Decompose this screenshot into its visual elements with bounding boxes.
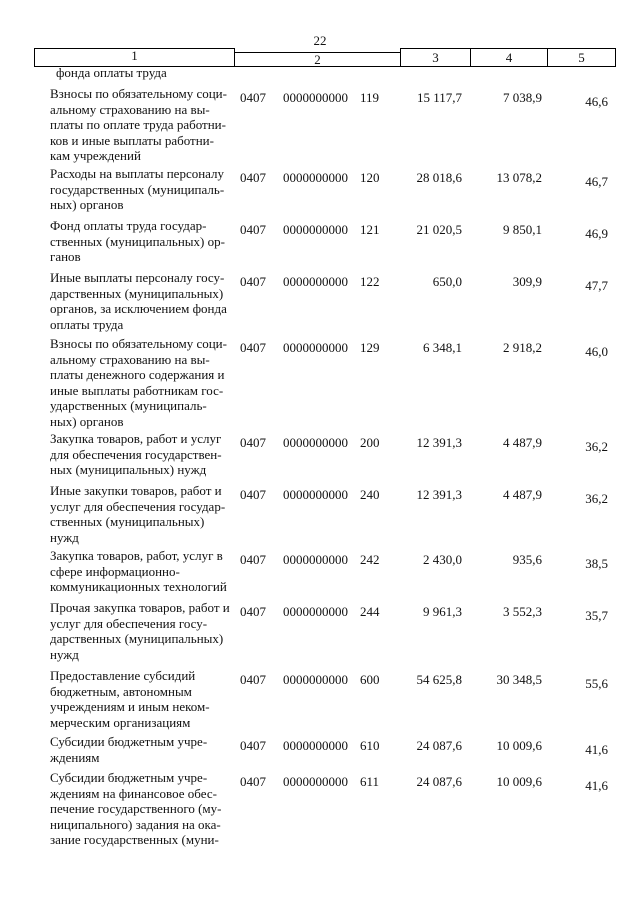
- row-expense-type: 129: [360, 340, 380, 355]
- row-executed-value: 13 078,2: [496, 170, 542, 185]
- row-expense-type: 119: [360, 90, 380, 105]
- row-section-code: 0407: [240, 170, 266, 185]
- row-expense-type: 200: [360, 435, 380, 450]
- row-section-code: 0407: [240, 552, 266, 567]
- row-percent: 46,9: [585, 226, 608, 241]
- row-expense-type: 242: [360, 552, 380, 567]
- row-executed-value: 935,6: [512, 552, 542, 567]
- row-percent: 46,0: [585, 344, 608, 359]
- row-plan-value: 24 087,6: [416, 738, 462, 753]
- row-expense-type: 244: [360, 604, 380, 619]
- row-target-code: 0000000000: [283, 604, 348, 619]
- row-section-code: 0407: [240, 672, 266, 687]
- row-executed-value: 10 009,6: [496, 738, 542, 753]
- row-description: Фонд оплаты труда государ-ственных (муниципальных) ор-ганов: [50, 218, 225, 265]
- row-percent: 36,2: [585, 439, 608, 454]
- row-target-code: 0000000000: [283, 487, 348, 502]
- row-executed-value: 4 487,9: [503, 487, 542, 502]
- row-description: Субсидии бюджетным учре-ждениям: [50, 734, 208, 765]
- row-description: Субсидии бюджетным учре-ждениям на финансовое обес-печение государственного (му-ниципального) задания на ока-зание государственных (муни-: [50, 770, 222, 848]
- row-target-code: 0000000000: [283, 435, 348, 450]
- row-executed-value: 2 918,2: [503, 340, 542, 355]
- row-executed-value: 309,9: [512, 274, 542, 289]
- row-plan-value: 21 020,5: [416, 222, 462, 237]
- row-percent: 38,5: [585, 556, 608, 571]
- row-executed-value: 10 009,6: [496, 774, 542, 789]
- row-executed-value: 30 348,5: [496, 672, 542, 687]
- row-plan-value: 28 018,6: [416, 170, 462, 185]
- row-percent: 46,6: [585, 94, 608, 109]
- row-expense-type: 611: [360, 774, 380, 789]
- row-expense-type: 120: [360, 170, 380, 185]
- row-executed-value: 4 487,9: [503, 435, 542, 450]
- row-section-code: 0407: [240, 222, 266, 237]
- row-plan-value: 650,0: [432, 274, 462, 289]
- row-section-code: 0407: [240, 435, 266, 450]
- row-expense-type: 610: [360, 738, 380, 753]
- header-col-3: 3: [400, 48, 471, 67]
- row-percent: 47,7: [585, 278, 608, 293]
- page-number: 22: [313, 33, 327, 48]
- row-plan-value: 15 117,7: [416, 90, 462, 105]
- row-description: Иные закупки товаров, работ и услуг для обеспечения государ-ственных (муниципальных) нужд: [50, 483, 226, 545]
- row-target-code: 0000000000: [283, 274, 348, 289]
- row-description: Закупка товаров, работ, услуг в сфере информационно-коммуникационных технологий: [50, 548, 227, 595]
- row-target-code: 0000000000: [283, 222, 348, 237]
- row-executed-value: 7 038,9: [503, 90, 542, 105]
- row-plan-value: 9 961,3: [423, 604, 462, 619]
- row-plan-value: 24 087,6: [416, 774, 462, 789]
- row-plan-value: 12 391,3: [416, 435, 462, 450]
- row-description: Иные выплаты персоналу госу-дарственных (муниципальных) органов, за исключением фонда оплаты труда: [50, 270, 227, 332]
- row-target-code: 0000000000: [283, 552, 348, 567]
- row-section-code: 0407: [240, 487, 266, 502]
- row-plan-value: 6 348,1: [423, 340, 462, 355]
- row-target-code: 0000000000: [283, 774, 348, 789]
- row-percent: 46,7: [585, 174, 608, 189]
- header-col-4: 4: [470, 48, 548, 67]
- row-section-code: 0407: [240, 274, 266, 289]
- row-description: Расходы на выплаты персоналу государственных (муниципаль-ных) органов: [50, 166, 225, 213]
- row-percent: 36,2: [585, 491, 608, 506]
- row-section-code: 0407: [240, 340, 266, 355]
- row-plan-value: 2 430,0: [423, 552, 462, 567]
- row-executed-value: 9 850,1: [503, 222, 542, 237]
- row-expense-type: 600: [360, 672, 380, 687]
- row-target-code: 0000000000: [283, 672, 348, 687]
- header-col-1: 1: [34, 48, 235, 67]
- row-description: Предоставление субсидий бюджетным, автономным учреждениям и иным неком-мерческим организациям: [50, 668, 210, 730]
- row-target-code: 0000000000: [283, 90, 348, 105]
- row-percent: 55,6: [585, 676, 608, 691]
- header-col-2: 2: [234, 52, 401, 67]
- row-expense-type: 121: [360, 222, 380, 237]
- row-section-code: 0407: [240, 738, 266, 753]
- row-target-code: 0000000000: [283, 738, 348, 753]
- row-section-code: 0407: [240, 90, 266, 105]
- row-section-code: 0407: [240, 604, 266, 619]
- header-col-5: 5: [547, 48, 616, 67]
- row-expense-type: 240: [360, 487, 380, 502]
- row-description: Взносы по обязательному соци-альному страхованию на вы-платы по оплате труда работни-ков и иные выплаты работни-кам учреждений: [50, 86, 227, 164]
- row-plan-value: 12 391,3: [416, 487, 462, 502]
- row-target-code: 0000000000: [283, 340, 348, 355]
- row-section-code: 0407: [240, 774, 266, 789]
- row-percent: 35,7: [585, 608, 608, 623]
- row-description: Взносы по обязательному соци-альному страхованию на вы-платы денежного содержания и иные выплаты работникам гос-ударственных (муниципаль-ных) органов: [50, 336, 227, 429]
- row-description: Прочая закупка товаров, работ и услуг для обеспечения госу-дарственных (муниципальных) нужд: [50, 600, 230, 662]
- row-description: Закупка товаров, работ и услуг для обеспечения государствен-ных (муниципальных) нужд: [50, 431, 222, 478]
- row-executed-value: 3 552,3: [503, 604, 542, 619]
- row-target-code: 0000000000: [283, 170, 348, 185]
- row-percent: 41,6: [585, 778, 608, 793]
- continuation-text: фонда оплаты труда: [56, 65, 167, 80]
- row-expense-type: 122: [360, 274, 380, 289]
- row-percent: 41,6: [585, 742, 608, 757]
- row-plan-value: 54 625,8: [416, 672, 462, 687]
